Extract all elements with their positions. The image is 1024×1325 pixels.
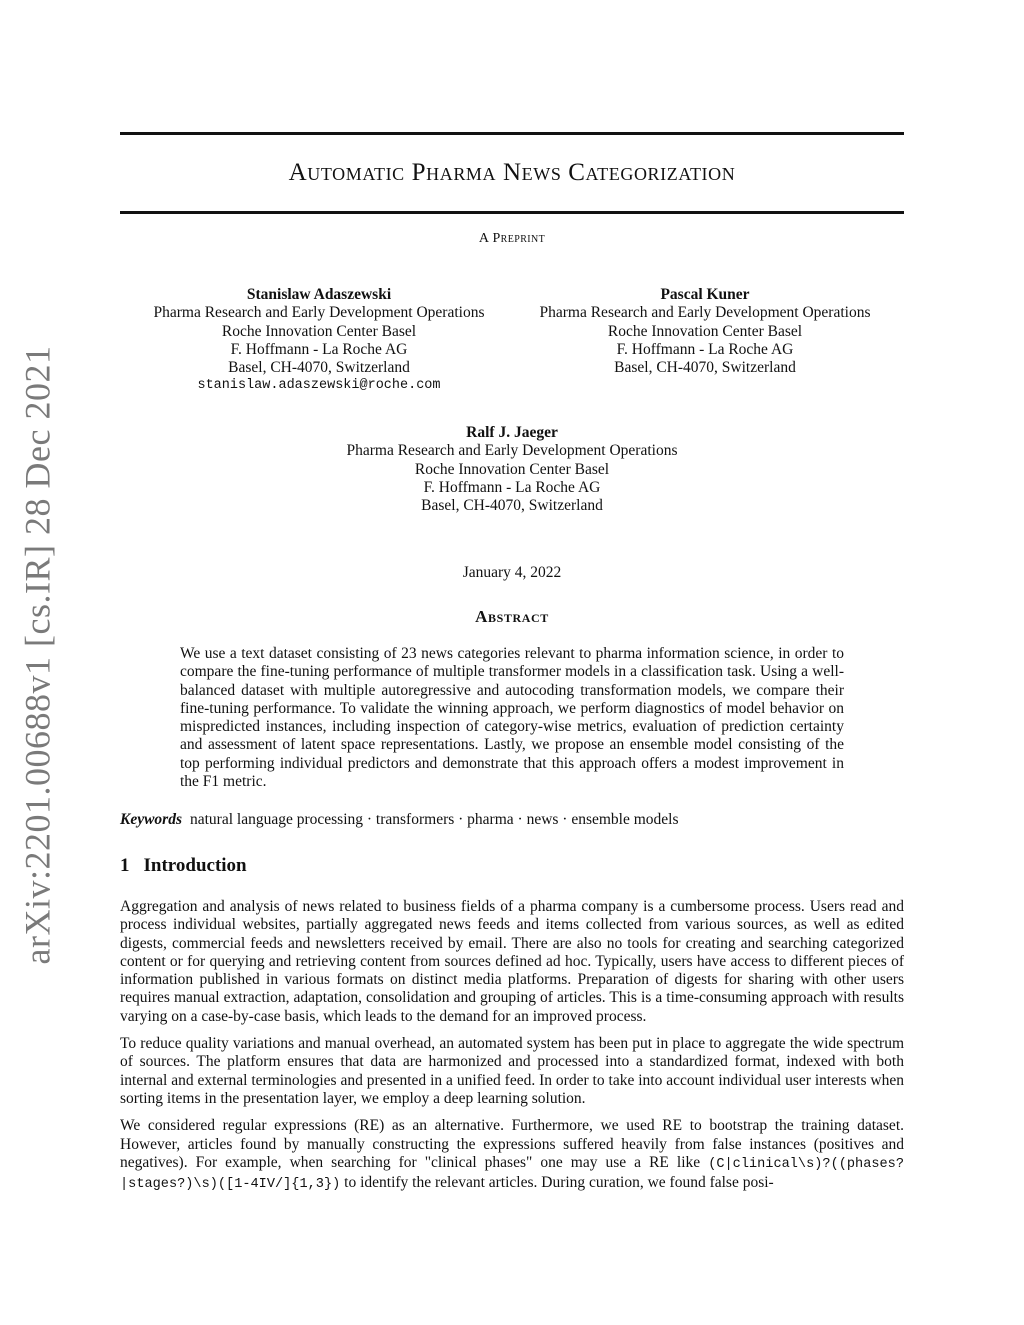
author-name: Stanislaw Adaszewski [246,286,392,303]
author-address: Basel, CH-4070, Switzerland [614,359,796,377]
title-top-rule [120,132,904,135]
author-institute: Roche Innovation Center Basel [607,322,803,340]
author-company: F. Hoffmann - La Roche AG [423,478,601,496]
section-heading-introduction [120,855,247,877]
publication-date: January 4, 2022 [462,564,562,581]
paragraph-text: to identify the relevant articles. During curation, we found false posi- [340,1174,774,1192]
arxiv-identifier-text: arXiv:2201.00688v1 [cs.IR] 28 Dec 2021 [17,345,58,965]
regex-code: (C|clinical\s)?((phases?|stages?)\s)([1-4IV/]{1,3}) [120,1156,904,1193]
keywords-label: Keywords [120,811,182,828]
author-affiliation: Pharma Research and Early Development Operations [153,304,485,322]
author-company: F. Hoffmann - La Roche AG [230,340,408,358]
paragraph-text: We considered regular expressions (RE) as an alternative. Furthermore, we used RE to bootstrap the training dataset. However, articles found by manually constructing the expressions suffered heavily from false instances (positives and negatives). For example, when searching for "clinical phases" one may use a RE like [120,1117,904,1171]
preprint-label: A Preprint [478,231,546,246]
author-address: Basel, CH-4070, Switzerland [421,497,603,515]
author-address: Basel, CH-4070, Switzerland [228,359,410,377]
author-affiliation: Pharma Research and Early Development Operations [346,442,678,460]
section-number: 1 [120,855,130,876]
author-institute: Roche Innovation Center Basel [414,460,610,478]
author-block-1 [120,286,518,396]
section-title: Introduction [143,855,247,876]
arxiv-identifier [6,345,68,965]
abstract-text: We use a text dataset consisting of 23 news categories relevant to pharma information science, in order to compare the fine-tuning performance of multiple transformer models in a classification task. Using a well-balanced dataset with multiple autoregressive and autocoding transformation models, we compare their fine-tuning performance. To validate the winning approach, we perform diagnostics of model behavior on mispredicted instances, including inspection of category-wise metrics, evaluation of prediction certainty and assessment of latent space representations. Lastly, we propose an ensemble model consisting of the top performing individual predictors and demonstrate that this approach offers a modest improvement in the F1 metric. [180,645,844,791]
paper-title: Automatic Pharma News Categorization [288,159,736,186]
author-name: Pascal Kuner [660,286,750,303]
author-affiliation: Pharma Research and Early Development Operations [539,304,871,322]
author-institute: Roche Innovation Center Basel [221,322,417,340]
author-company: F. Hoffmann - La Roche AG [616,340,794,358]
keywords-list: natural language processing · transformers · pharma · news · ensemble models [190,811,679,828]
paragraph: To reduce quality variations and manual overhead, an automated system has been put in place to aggregate the wide spectrum of sources. The platform ensures that data are harmonized and processed into a standardized format, indexed with both internal and external terminologies and presented in a unified feed. In order to take into account individual user interests when sorting items in the presentation layer, we employ a deep learning solution. [120,1035,904,1107]
author-email[interactable]: stanislaw.adaszewski@roche.com [197,378,441,394]
paragraph: Aggregation and analysis of news related to business fields of a pharma company is a cumbersome process. Users read and process individual websites, partially aggregated news feeds and items collected from various sources, as well as edited digests, commercial feeds and newsletters received by email. There are also no tools for creating and searching categorized content or for querying and retrieving content from sources defined ad hoc. Typically, users have access to different pieces of information published in various formats on distinct media platforms. Preparation of digests for sharing with other users requires manual extraction, adaptation, consolidation and grouping of articles. This is a time-consuming approach with results varying on a case-by-case basis, which leads to the demand for an improved process. [120,898,904,1025]
introduction-body [120,898,904,1203]
author-block-3 [120,424,904,515]
paragraph [120,1117,904,1194]
keywords [120,811,904,829]
abstract-heading: Abstract [475,607,549,626]
title-bottom-rule [120,211,904,214]
author-name: Ralf J. Jaeger [466,424,558,441]
author-block-2 [506,286,904,377]
